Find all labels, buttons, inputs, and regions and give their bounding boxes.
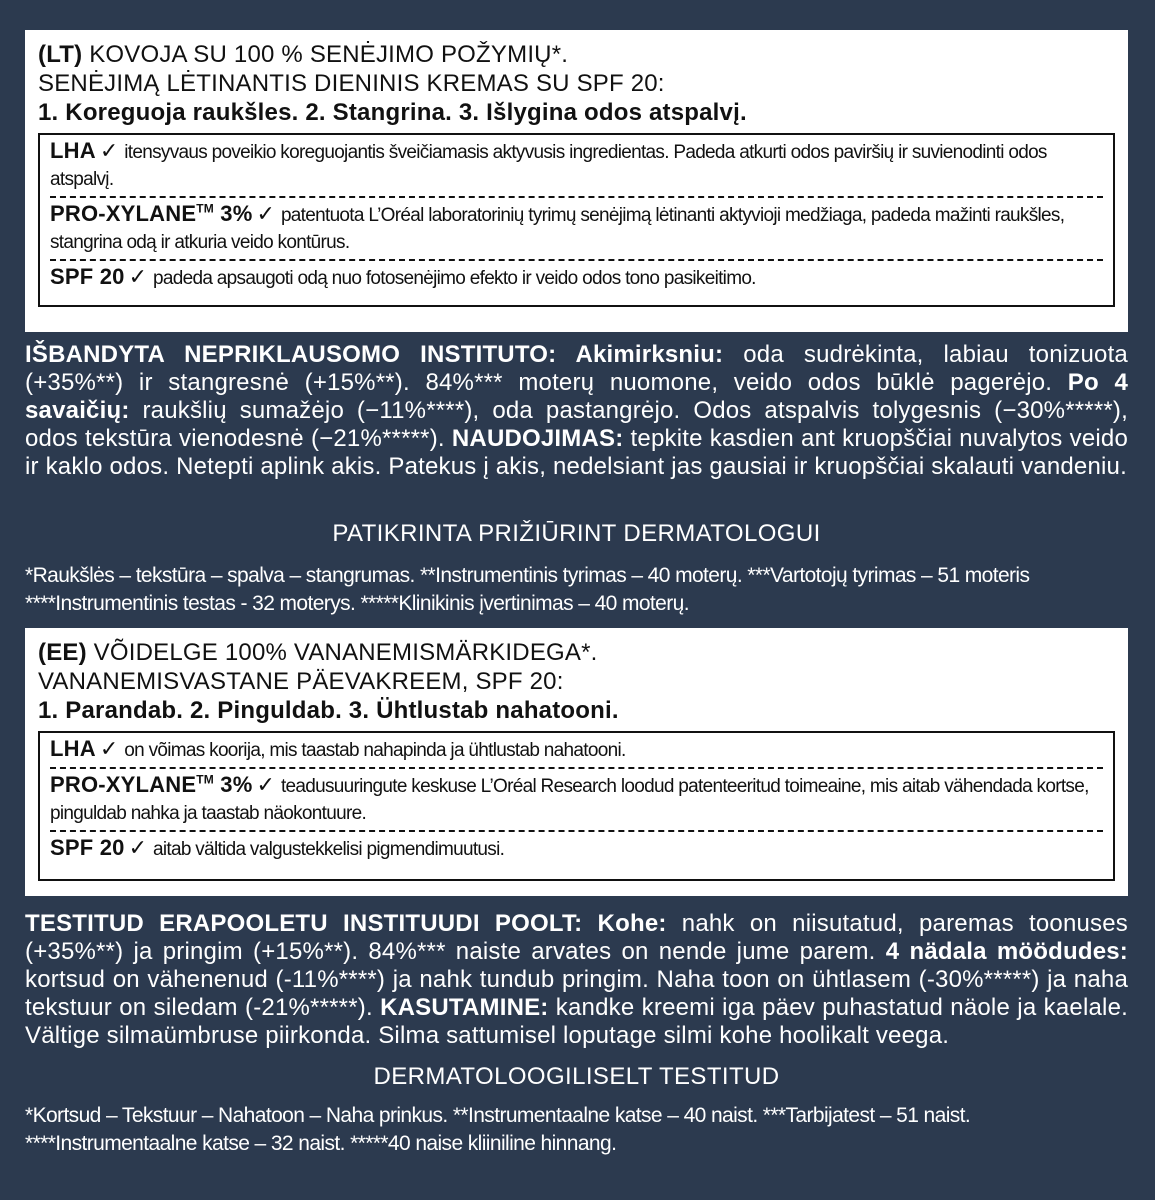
ingredient-name: SPF 20 (50, 264, 125, 289)
lt-ingredient-lha (50, 135, 1103, 196)
check-icon: ✓ (99, 736, 119, 761)
ee-ingredient-spf (50, 830, 1103, 866)
lt-description-paragraph: IŠBANDYTA NEPRIKLAUSOMO INSTITUTO: Akimirksniu: oda sudrėkinta, labiau tonizuota (+35%**) ir stangresnė (+15%**). 84%*** moterų nuomone, veido odos būklė pagerėjo. Po 4 savaičių: raukšlių sumažėjo (−11%****), oda pastangrėjo. Odos atspalvis tolygesnis (−30%*****), odos tekstūra vienodesnė (−21%*****). NAUDOJIMAS: tepkite kasdien ant kruopščiai nuvalytos veido ir kaklo odos. Netepti aplink akis. Patekus į akis, nedelsiant jas gausiai ir kruopščiai skalauti vandeniu. (25, 341, 1129, 480)
ingredient-name: PRO-XYLANE™ 3% (50, 772, 253, 797)
check-icon: ✓ (256, 201, 275, 226)
footnote-line: ****Instrumentaalne katse – 32 naist. *****40 naise kliiniline hinnang. (25, 1132, 617, 1155)
lt-header-panel (25, 30, 1128, 332)
ingredient-description: patentuota L’Oréal laboratorinių tyrimų senėjimą lėtinanti aktyvioji medžiaga, padeda mažinti raukšles, stangrina odą ir atkuria veido kontūrus. (50, 205, 1065, 253)
ingredient-description: itensyvaus poveikio koreguojantis šveičiamasis aktyvusis ingredientas. Padeda atkurti odos paviršių ir suvienodinti odos atspalvį. (50, 142, 1047, 190)
ingredient-description: padeda apsaugoti odą nuo fotosenėjimo efekto ir veido odos tono pasikeitimo. (153, 268, 756, 289)
ingredient-name: SPF 20 (50, 835, 125, 860)
ingredient-name: LHA (50, 138, 96, 163)
ee-header-panel (25, 628, 1128, 896)
check-icon: ✓ (99, 138, 119, 163)
lt-language-tag: (LT) (38, 41, 83, 68)
ingredient-name: LHA (50, 736, 96, 761)
ee-ingredient-lha (50, 733, 1103, 767)
lt-ingredient-pro-xylane (50, 196, 1103, 259)
lt-ingredient-spf (50, 259, 1103, 295)
ee-language-tag: (EE) (38, 639, 87, 666)
ee-footnotes (25, 1102, 1135, 1158)
lt-title-line-1: (LT) KOVOJA SU 100 % SENĖJIMO POŽYMIŲ*. (38, 41, 569, 68)
ingredient-name: PRO-XYLANE™ 3% (50, 201, 253, 226)
lt-footnotes (25, 562, 1135, 618)
check-icon: ✓ (128, 835, 148, 860)
ingredient-description: on võimas koorija, mis taastab nahapinda ja ühtlustab nahatooni. (124, 740, 626, 761)
ee-title-line-2: VANANEMISVASTANE PÄEVAKREEM, SPF 20: (38, 668, 564, 695)
footnote-line: *Kortsud – Tekstuur – Nahatoon – Naha prinkus. **Instrumentaalne katse – 40 naist. ***Tarbijatest – 51 naist. (25, 1104, 971, 1127)
lt-benefits-line: 1. Koreguoja raukšles. 2. Stangrina. 3. Išlygina odos atspalvį. (38, 99, 747, 126)
ee-ingredients-box (38, 731, 1115, 881)
check-icon: ✓ (128, 264, 148, 289)
lt-ingredients-box (38, 133, 1115, 307)
ee-description-paragraph: TESTITUD ERAPOOLETU INSTITUUDI POOLT: Kohe: nahk on niisutatud, paremas toonuses (+35%**) ja pringim (+15%**). 84%*** naiste arvates on nende jume parem. 4 nädala möödudes: kortsud on vähenenud (-11%****) ja nahk tundub pringim. Naha toon on ühtlasem (-30%*****) ja naha tekstuur on siledam (-21%*****). KASUTAMINE: kandke kreemi iga päev puhastatud näole ja kaelale. Vältige silmaümbruse piirkonda. Silma sattumisel loputage silmi kohe hoolikalt veega. (25, 910, 1128, 1049)
ingredient-description: teadusuuringute keskuse L’Oréal Research loodud patenteeritud toimeaine, mis aitab vähendada kortse, pinguldab nahka ja taastab näokontuure. (50, 776, 1089, 824)
lt-dermatology-note: PATIKRINTA PRIŽIŪRINT DERMATOLOGUI (332, 520, 821, 547)
ee-title-line-1: (EE) VÕIDELGE 100% VANANEMISMÄRKIDEGA*. (38, 639, 598, 666)
footnote-line: ****Instrumentinis testas - 32 moterys. *****Klinikinis įvertinimas – 40 moterų. (25, 592, 689, 615)
lt-title-line-2: SENĖJIMĄ LĖTINANTIS DIENINIS KREMAS SU SPF 20: (38, 70, 665, 97)
ingredient-description: aitab vältida valgustekkelisi pigmendimuutusi. (153, 839, 505, 860)
ee-ingredient-pro-xylane (50, 767, 1103, 830)
ee-benefits-line: 1. Parandab. 2. Pinguldab. 3. Ühtlustab nahatooni. (38, 697, 619, 724)
check-icon: ✓ (256, 772, 275, 797)
footnote-line: *Raukšlės – tekstūra – spalva – stangrumas. **Instrumentinis tyrimas – 40 moterų. ***Vartotojų tyrimas – 51 moteris (25, 564, 1030, 587)
ee-dermatology-note: DERMATOLOOGILISELT TESTITUD (373, 1063, 780, 1090)
